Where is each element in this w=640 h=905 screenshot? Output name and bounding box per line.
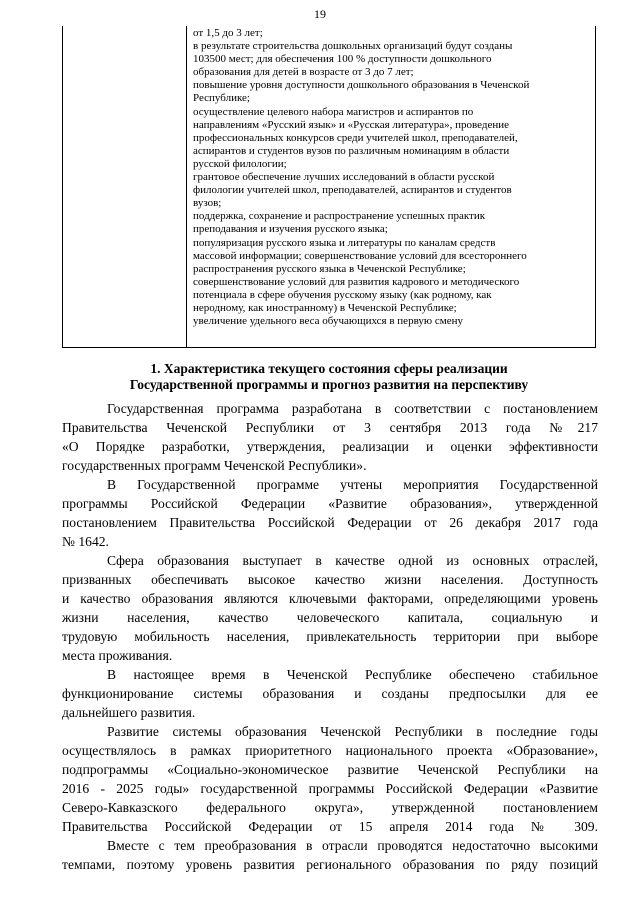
body-line: темпами, поэтому уровень развития регионального образования по ряду позиций <box>62 857 598 872</box>
body-line: функционирование системы образования и созданы предпосылки для ее <box>62 686 598 701</box>
table-line: массовой информации; совершенствование условий для всестороннего <box>193 249 527 262</box>
section-heading-line: 1. Характеристика текущего состояния сферы реализации <box>150 361 508 376</box>
table-continuation <box>62 26 596 348</box>
table-line: преподавания и изучения русского языка; <box>193 223 388 236</box>
body-text <box>62 399 598 874</box>
body-line: программы Российской Федерации «Развитие образования», утвержденной <box>62 496 598 511</box>
table-line: русской филологии; <box>193 157 287 170</box>
table-line: профессиональных конкурсов среди учителей школ, преподавателей, <box>193 131 518 144</box>
table-line: образования для детей в возрасте от 3 до 7 лет; <box>193 66 414 79</box>
body-line: трудовую мобильность населения, привлекательность территории при выборе <box>62 629 598 644</box>
section-heading-line: Государственной программы и прогноз развития на перспективу <box>129 377 529 392</box>
body-line: осуществлялось в рамках приоритетного национального проекта «Образование», <box>62 743 598 758</box>
body-line: призванных обеспечивать высокое качество жизни населения. Доступность <box>62 572 598 587</box>
body-line: дальнейшего развития. <box>62 705 196 720</box>
page-number: 19 <box>314 7 326 21</box>
body-line: жизни населения, качество человеческого капитала, социальную и <box>62 610 598 625</box>
table-line: распространения русского языка в Чеченской Республике; <box>193 262 466 275</box>
table-line: 103500 мест; для обеспечения 100 % доступности дошкольного <box>193 53 492 66</box>
body-line: Правительства Российской Федерации от 15 апреля 2014 года № 309. <box>62 819 598 834</box>
table-line: потенциала в сфере обучения русскому языку (как родному, как <box>193 288 492 301</box>
table-line: вузов; <box>193 197 222 210</box>
body-line: места проживания. <box>62 648 173 663</box>
table-line: направлениям «Русский язык» и «Русская литература», проведение <box>193 118 509 131</box>
body-line: № 1642. <box>62 534 109 549</box>
table-line: неродному, как иностранному) в Чеченской Республике; <box>193 301 457 314</box>
table-line: аспирантов и студентов вузов по различным номинациям в области <box>193 144 510 157</box>
body-line: Развитие системы образования Чеченской Республики в последние годы <box>107 724 598 739</box>
body-line: и качество образования являются ключевыми факторами, определяющими уровень <box>62 591 598 606</box>
table-line: осуществление целевого набора магистров и аспирантов по <box>193 105 474 118</box>
table-column-divider <box>186 26 187 347</box>
table-line: грантовое обеспечение лучших исследований в области русской <box>193 171 495 184</box>
table-line: поддержка, сохранение и распространение успешных практик <box>193 210 486 223</box>
body-line: Сфера образования выступает в качестве одной из основных отраслей, <box>107 553 598 568</box>
body-line: государственных программ Чеченской Республики». <box>62 458 367 473</box>
table-line: совершенствование условий для развития кадрового и методического <box>193 275 520 288</box>
body-line: В настоящее время в Чеченской Республике обеспечено стабильное <box>107 667 598 682</box>
table-line: повышение уровня доступности дошкольного образования в Чеченской <box>193 79 530 92</box>
table-line: Республике; <box>193 92 250 105</box>
section-heading <box>62 361 596 393</box>
body-line: Северо-Кавказского федерального округа», утвержденной постановлением <box>62 800 598 815</box>
body-line: 2016 - 2025 годы» государственной программы Российской Федерации «Развитие <box>62 781 598 796</box>
body-line: подпрограммы «Социально-экономическое развитие Чеченской Республики на <box>62 762 598 777</box>
body-line: Правительства Чеченской Республики от 3 сентября 2013 года №217 <box>62 420 598 435</box>
table-line: филологии учителей школ, преподавателей, аспирантов и студентов <box>193 184 512 197</box>
body-line: постановлением Правительства Российской Федерации от 26 декабря 2017 года <box>62 515 598 530</box>
table-line: в результате строительства дошкольных организаций будут созданы <box>193 40 513 53</box>
body-line: «О Порядке разработки, утверждения, реализации и оценки эффективности <box>62 439 598 454</box>
body-line: В Государственной программе учтены мероприятия Государственной <box>107 477 598 492</box>
table-cell-text <box>193 27 593 328</box>
table-line: популяризация русского языка и литературы по каналам средств <box>193 236 496 249</box>
body-line: Государственная программа разработана в соответствии с постановлением <box>107 401 598 416</box>
body-line: Вместе с тем преобразования в отрасли проводятся недостаточно высокими <box>107 838 598 853</box>
table-line: от 1,5 до 3 лет; <box>193 27 263 39</box>
table-line: увеличение удельного веса обучающихся в первую смену <box>193 315 463 328</box>
